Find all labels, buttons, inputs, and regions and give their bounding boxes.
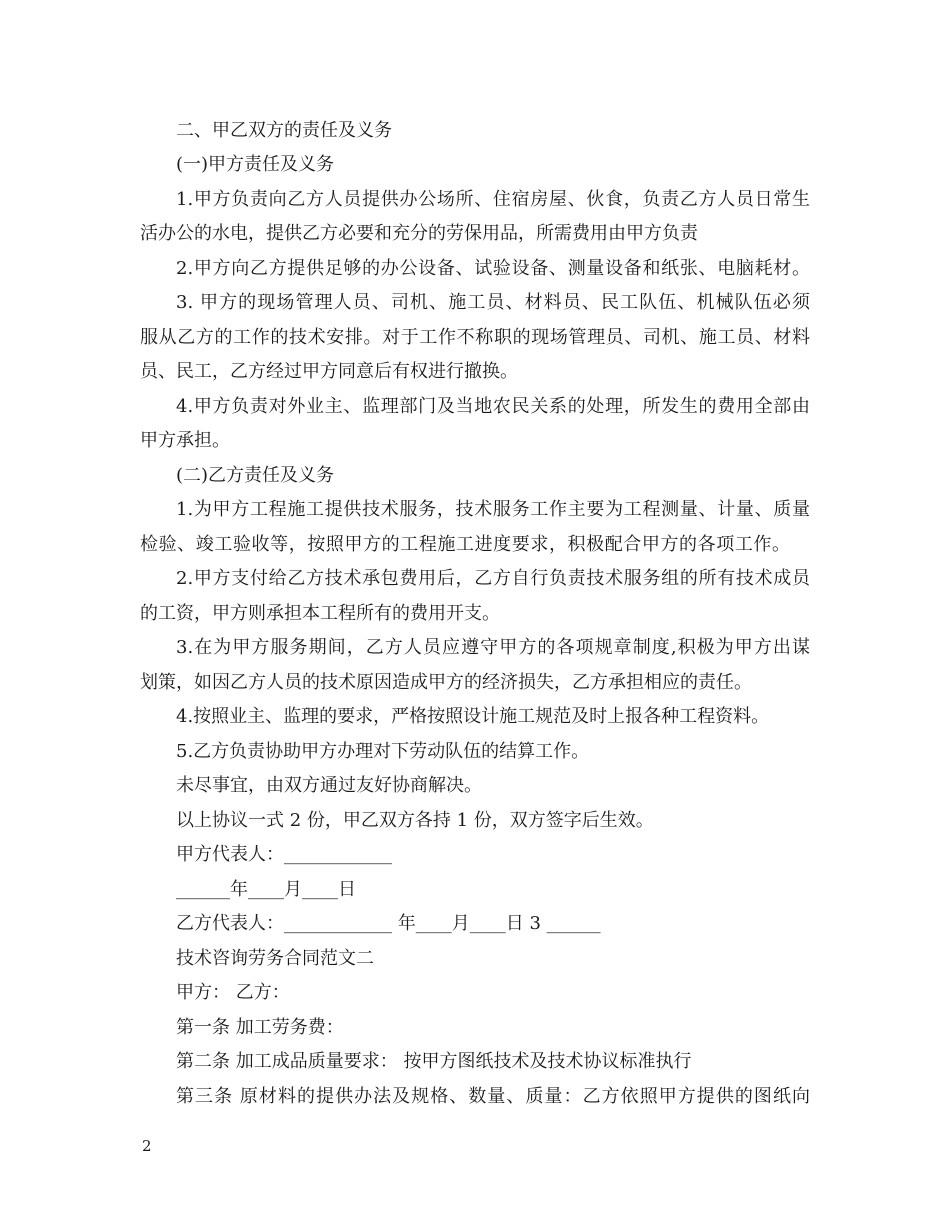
date-line: ______年____月____日 — [176, 879, 356, 900]
paragraph-line: 4.甲方负责对外业主、监理部门及当地农民关系的处理，所发生的费用全部由 — [176, 396, 810, 417]
subsection-heading: (一)甲方责任及义务 — [176, 154, 335, 175]
paragraph-line: 未尽事宜，由双方通过友好协商解决。 — [176, 775, 482, 796]
paragraph-line: 甲方承担。 — [140, 430, 230, 451]
paragraph-line: 5.乙方负责协助甲方办理对下劳动队伍的结算工作。 — [176, 741, 590, 762]
paragraph-line: 4.按照业主、监理的要求，严格按照设计施工规范及时上报各种工程资料。 — [176, 706, 770, 727]
paragraph-line: 3. 甲方的现场管理人员、司机、施工员、材料员、民工队伍、机械队伍必须 — [176, 292, 810, 313]
paragraph-line: 2.甲方支付给乙方技术承包费用后，乙方自行负责技术服务组的所有技术成员 — [176, 568, 810, 589]
article-line: 第二条 加工成品质量要求： 按甲方图纸技术及技术协议标准执行 — [176, 1051, 692, 1072]
section-heading: 二、甲乙双方的责任及义务 — [176, 120, 392, 141]
paragraph-line: 活办公的水电，提供乙方必要和充分的劳保用品，所需费用由甲方负责 — [140, 223, 698, 244]
signature-line-party-b: 乙方代表人：____________ 年____月____日 3 ______ — [176, 913, 601, 934]
subsection-heading: (二)乙方责任及义务 — [176, 465, 335, 486]
article-line: 第一条 加工劳务费： — [176, 1017, 344, 1038]
paragraph-line: 1.甲方负责向乙方人员提供办公场所、住宿房屋、伙食，负责乙方人员日常生 — [176, 189, 810, 210]
paragraph-line: 以上协议一式 2 份，甲乙双方各持 1 份，双方签字后生效。 — [176, 810, 654, 831]
article-line: 第三条 原材料的提供办法及规格、数量、质量：乙方依照甲方提供的图纸向 — [176, 1086, 810, 1107]
page-number: 2 — [142, 1137, 152, 1155]
document-subtitle: 技术咨询劳务合同范文二 — [176, 948, 374, 969]
paragraph-line: 3.在为甲方服务期间，乙方人员应遵守甲方的各项规章制度,积极为甲方出谋 — [176, 637, 810, 658]
paragraph-line: 员、民工，乙方经过甲方同意后有权进行撤换。 — [140, 361, 518, 382]
paragraph-line: 1.为甲方工程施工提供技术服务，技术服务工作主要为工程测量、计量、质量 — [176, 499, 810, 520]
paragraph-line: 2.甲方向乙方提供足够的办公设备、试验设备、测量设备和纸张、电脑耗材。 — [176, 258, 810, 279]
paragraph-line: 检验、竣工验收等，按照甲方的工程施工进度要求，积极配合甲方的各项工作。 — [140, 534, 790, 555]
parties-line: 甲方： 乙方： — [176, 982, 290, 1003]
paragraph-line: 划策，如因乙方人员的技术原因造成甲方的经济损失，乙方承担相应的责任。 — [140, 672, 752, 693]
signature-line-party-a: 甲方代表人：____________ — [176, 844, 392, 865]
paragraph-line: 的工资，甲方则承担本工程所有的费用开支。 — [140, 603, 500, 624]
paragraph-line: 服从乙方的工作的技术安排。对于工作不称职的现场管理员、司机、施工员、材料 — [140, 327, 810, 348]
